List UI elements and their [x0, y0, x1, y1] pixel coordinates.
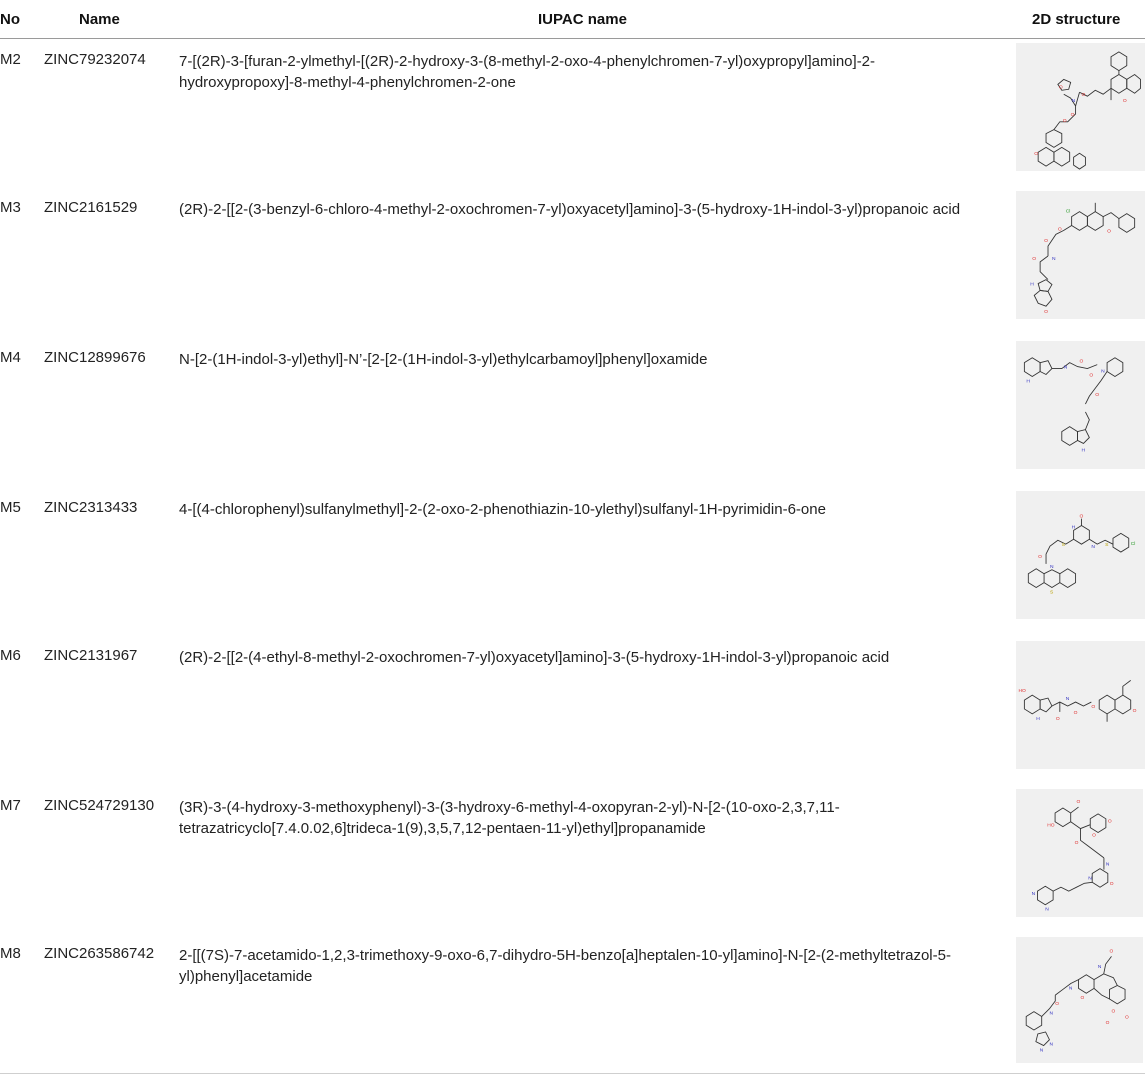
header-no: No [0, 11, 20, 28]
svg-text:O: O [1080, 996, 1085, 1002]
svg-text:N: N [1068, 986, 1073, 992]
svg-text:N: N [1101, 369, 1105, 375]
svg-text:O: O [1044, 310, 1048, 316]
row-iupac: (2R)-2-[[2-(3-benzyl-6-chloro-4-methyl-2-oxochromen-7-yl)oxyacetyl]amino]-3-(5-hydroxy-1H-indol-3-yl)propanoic acid [179, 201, 961, 218]
svg-text:H: H [1026, 379, 1030, 385]
svg-text:O: O [1107, 229, 1111, 235]
svg-text:O: O [1091, 704, 1096, 710]
row-name: ZINC2313433 [44, 499, 138, 516]
row-iupac: N-[2-(1H-indol-3-yl)ethyl]-N’-[2-[2-(1H-indol-3-yl)ethylcarbamoyl]phenyl]oxamide [179, 351, 708, 368]
svg-text:O: O [1111, 1009, 1116, 1015]
row-name: ZINC12899676 [44, 349, 146, 366]
table-row [0, 785, 1145, 925]
svg-text:Cl: Cl [1065, 209, 1071, 215]
svg-text:O: O [1058, 85, 1063, 91]
svg-text:N: N [1091, 545, 1095, 551]
row-no: M6 [0, 647, 21, 664]
svg-text:O: O [1074, 841, 1079, 847]
svg-text:H: H [1081, 448, 1086, 454]
svg-text:N: N [1071, 99, 1076, 105]
row-name: ZINC263586742 [44, 945, 155, 962]
svg-text:O: O [1092, 833, 1096, 839]
svg-text:O: O [1122, 99, 1127, 105]
svg-text:O: O [1076, 800, 1081, 806]
svg-text:S: S [1105, 543, 1109, 549]
svg-text:N: N [1063, 365, 1068, 371]
svg-text:HO: HO [1047, 823, 1055, 829]
svg-text:O: O [1107, 819, 1112, 825]
row-name: ZINC2131967 [44, 647, 138, 664]
svg-text:N: N [1045, 907, 1049, 913]
table-bottom-rule [0, 1073, 1145, 1074]
svg-text:O: O [1055, 1001, 1060, 1007]
svg-text:O: O [1079, 359, 1084, 365]
svg-text:H: H [1036, 716, 1040, 722]
svg-text:N: N [1097, 965, 1102, 971]
svg-text:N: N [1031, 892, 1036, 898]
structure-image-m8 [1016, 937, 1143, 1063]
structure-image-m7 [1016, 789, 1143, 917]
header-structure: 2D structure [1032, 11, 1121, 28]
svg-text:S: S [1061, 543, 1066, 549]
svg-text:O: O [1038, 554, 1042, 560]
table-row [0, 933, 1145, 1071]
row-name: ZINC2161529 [44, 199, 138, 216]
svg-text:O: O [1034, 152, 1039, 158]
svg-text:O: O [1032, 256, 1037, 262]
row-no: M5 [0, 499, 21, 516]
svg-text:HO: HO [1018, 689, 1026, 695]
svg-text:N: N [1088, 876, 1092, 882]
row-iupac: (3R)-3-(4-hydroxy-3-methoxyphenyl)-3-(3-hydroxy-6-methyl-4-oxopyran-2-yl)-N-[2-(10-oxo-2,3,7,11-tetrazatricyclo[7.4.0.02,6]trideca-1(9),3,5,7,12-pentaen-11-yl)ethyl]propanamide [179, 799, 840, 837]
svg-text:O: O [1044, 239, 1048, 245]
row-no: M7 [0, 797, 21, 814]
svg-text:H: H [1071, 525, 1076, 531]
svg-text:O: O [1105, 1021, 1110, 1027]
structure-image-m6 [1016, 641, 1145, 769]
svg-text:O: O [1079, 514, 1084, 520]
svg-text:N: N [1065, 697, 1070, 703]
structure-image-m3 [1016, 191, 1145, 319]
svg-text:S: S [1049, 590, 1054, 596]
svg-text:O: O [1132, 708, 1137, 714]
row-no: M2 [0, 51, 21, 68]
row-no: M4 [0, 349, 21, 366]
header-iupac: IUPAC name [538, 11, 627, 28]
row-iupac: 7-[(2R)-3-[furan-2-ylmethyl-[(2R)-2-hydroxy-3-(8-methyl-2-oxo-4-phenylchromen-7-yl)oxypropyl]amino]-2-hydroxypropoxy]-8-methyl-4-phenylchromen-2-one [179, 53, 876, 91]
svg-text:N: N [1049, 1011, 1053, 1017]
svg-text:N: N [1039, 1048, 1044, 1054]
svg-text:O: O [1109, 882, 1114, 888]
svg-text:O: O [1095, 393, 1100, 399]
table-row [0, 39, 1145, 179]
structure-image-m5 [1016, 491, 1145, 619]
svg-text:O: O [1070, 112, 1075, 118]
table-row [0, 635, 1145, 775]
row-no: M8 [0, 945, 21, 962]
row-name: ZINC524729130 [44, 797, 155, 814]
row-iupac: (2R)-2-[[2-(4-ethyl-8-methyl-2-oxochromen-7-yl)oxyacetyl]amino]-3-(5-hydroxy-1H-indol-3-yl)propanoic acid [179, 649, 890, 666]
svg-text:O: O [1057, 227, 1062, 233]
svg-text:O: O [1109, 949, 1114, 955]
structure-image-m2 [1016, 43, 1145, 171]
row-name: ZINC79232074 [44, 51, 146, 68]
svg-text:Cl: Cl [1130, 542, 1136, 548]
structure-image-m4 [1016, 341, 1145, 469]
table-row [0, 487, 1145, 627]
table-row [0, 187, 1145, 327]
svg-text:O: O [1125, 1015, 1129, 1021]
svg-text:O: O [1081, 93, 1086, 99]
row-no: M3 [0, 199, 21, 216]
table-row [0, 337, 1145, 477]
svg-text:O: O [1062, 118, 1067, 124]
svg-text:N: N [1049, 564, 1054, 570]
svg-text:O: O [1089, 373, 1094, 379]
table-header [0, 0, 1145, 39]
row-iupac: 2-[[(7S)-7-acetamido-1,2,3-trimethoxy-9-oxo-6,7-dihydro-5H-benzo[a]heptalen-10-yl]amino]-N-[2-(2-methyltetrazol-5-yl)phenyl]acetamide [179, 947, 951, 985]
svg-text:N: N [1049, 1042, 1053, 1048]
svg-text:O: O [1073, 710, 1078, 716]
header-name: Name [79, 11, 120, 28]
row-iupac: 4-[(4-chlorophenyl)sulfanylmethyl]-2-(2-oxo-2-phenothiazin-10-ylethyl)sulfanyl-1H-pyrimidin-6-one [179, 501, 826, 518]
svg-text:H: H [1030, 282, 1034, 288]
svg-text:N: N [1105, 862, 1110, 868]
svg-text:O: O [1055, 716, 1060, 722]
svg-text:N: N [1051, 256, 1056, 262]
